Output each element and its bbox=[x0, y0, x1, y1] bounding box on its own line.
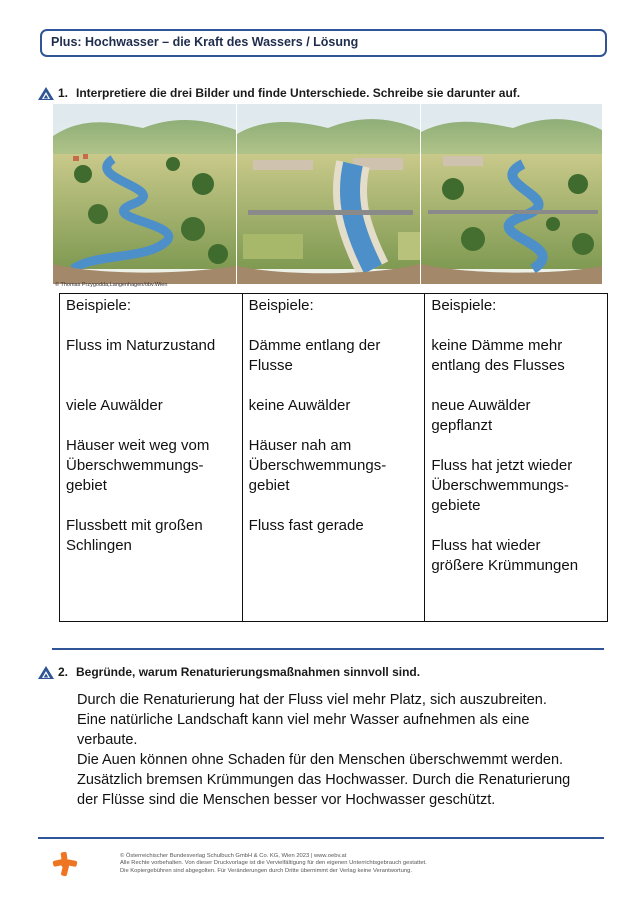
answer-line: gebiet bbox=[66, 477, 107, 494]
answer-line: Häuser weit weg vom bbox=[66, 437, 210, 454]
task-1-heading bbox=[38, 86, 520, 100]
answer-line: Fluss hat jetzt wieder bbox=[431, 457, 573, 474]
answer-line: Schlingen bbox=[66, 537, 132, 554]
answer-line: neue Auwälder bbox=[431, 397, 531, 414]
task-2-answer bbox=[77, 690, 607, 810]
answer-line: Eine natürliche Landschaft kann viel mehr Wasser aufnehmen als eine bbox=[77, 712, 530, 728]
task-2-heading bbox=[38, 665, 420, 679]
answer-line: Die Auen können ohne Schaden für den Menschen überschwemmt werden. bbox=[77, 752, 564, 768]
task-1-instruction: Interpretiere die drei Bilder und finde Unterschiede. Schreibe sie darunter auf. bbox=[76, 86, 521, 100]
level-triangle-icon bbox=[38, 666, 54, 679]
answer-column-2 bbox=[242, 294, 425, 622]
footer-line: Alle Rechte vorbehalten. Von dieser Druckvorlage ist die Vervielfältigung für den eigenen Unterrichtsgebrauch gestattet. bbox=[120, 860, 427, 867]
answer-line: Dämme entlang der bbox=[248, 337, 381, 354]
answer-line: gebiete bbox=[431, 497, 481, 514]
answer-column-1 bbox=[60, 294, 243, 622]
answer-line: Überschwemmungs- bbox=[248, 457, 387, 474]
task-1-number: 1. bbox=[58, 86, 69, 100]
column-heading: Beispiele: bbox=[431, 297, 497, 314]
answer-table bbox=[59, 293, 608, 622]
answer-line: verbaute. bbox=[77, 732, 138, 748]
answer-line: Durch die Renaturierung hat der Fluss viel mehr Platz, sich auszubreiten. bbox=[77, 692, 547, 708]
answer-line: keine Dämme mehr bbox=[431, 337, 563, 354]
answer-line: Fluss im Naturzustand bbox=[66, 337, 216, 354]
answer-line: größere Krümmungen bbox=[431, 557, 579, 574]
column-heading: Beispiele: bbox=[248, 297, 314, 314]
answer-line: Flussbett mit großen bbox=[66, 517, 203, 534]
answer-line: Flusse bbox=[248, 357, 293, 374]
answer-line: Fluss hat wieder bbox=[431, 537, 541, 554]
panel-regulated-river bbox=[237, 104, 420, 284]
answer-line: Zusätzlich bremsen Krümmungen das Hochwasser. Durch die Renaturierung bbox=[77, 772, 571, 788]
answer-line: viele Auwälder bbox=[66, 397, 163, 414]
task-2-number: 2. bbox=[58, 665, 69, 679]
footer-divider bbox=[38, 837, 604, 839]
image-credit: © Thomas Przygodda,Langenhagen/öbv.Wien bbox=[55, 282, 168, 288]
answer-line: gepflanzt bbox=[431, 417, 493, 434]
answer-column-3 bbox=[425, 294, 608, 622]
answer-line: Fluss fast gerade bbox=[248, 517, 364, 534]
answer-line: keine Auwälder bbox=[248, 397, 351, 414]
answer-line: Überschwemmungs- bbox=[66, 457, 204, 474]
footer-line: Die Kopiergebühren sind abgegolten. Für Veränderungen durch Dritte übernimmt der Verlag keine Verantwortung. bbox=[120, 867, 412, 874]
river-landscape-illustration bbox=[53, 104, 602, 284]
footer-copyright bbox=[120, 853, 427, 875]
answer-line: Häuser nah am bbox=[248, 437, 352, 454]
answer-line: Überschwemmungs- bbox=[431, 477, 569, 494]
section-divider bbox=[52, 648, 604, 650]
panel-natural-river bbox=[53, 104, 236, 284]
panel-renaturated-river bbox=[421, 104, 602, 284]
footer-line: © Österreichischer Bundesverlag Schulbuch GmbH & Co. KG, Wien 2023 | www.oebv.at bbox=[120, 853, 347, 859]
task-2-instruction: Begründe, warum Renaturierungsmaßnahmen sinnvoll sind. bbox=[76, 665, 421, 679]
answer-line: gebiet bbox=[248, 477, 290, 494]
page-title: Plus: Hochwasser – die Kraft des Wassers / Lösung bbox=[40, 29, 607, 57]
answer-line: der Flüsse sind die Menschen besser vor Hochwasser geschützt. bbox=[77, 792, 496, 808]
answer-line: entlang des Flusses bbox=[431, 357, 565, 374]
column-heading: Beispiele: bbox=[66, 297, 132, 314]
level-triangle-icon bbox=[38, 87, 54, 100]
publisher-logo-icon bbox=[52, 850, 78, 878]
